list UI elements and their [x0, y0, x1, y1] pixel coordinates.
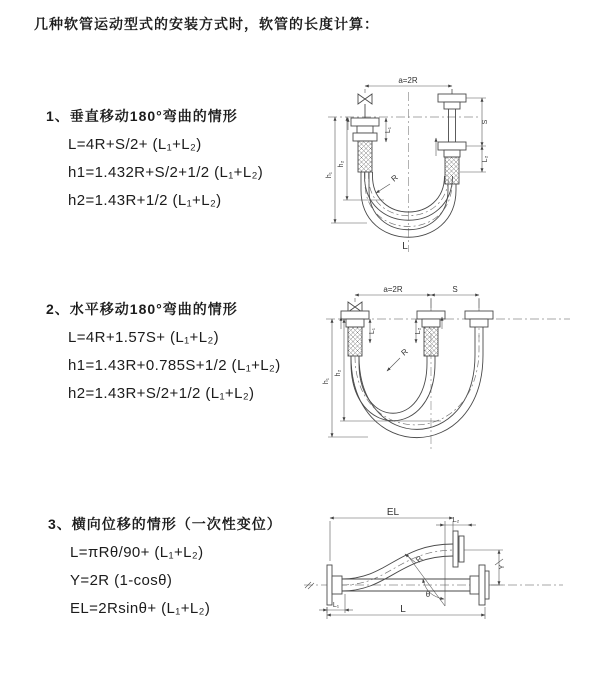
- formula-l: L=4R+S/2+ (L₁+L₂): [68, 136, 202, 153]
- section-3-heading: 3、横向位移的情形（一次性变位）: [48, 516, 282, 532]
- dim-label-s: S: [452, 285, 458, 294]
- formula-h1: h1=1.43R+0.785S+1/2 (L₁+L₂): [68, 357, 281, 374]
- dim-label-l2: L₂: [482, 155, 489, 163]
- dim-label-r: R: [399, 346, 410, 358]
- page-title: 几种软管运动型式的安装方式时，软管的长度计算：: [34, 16, 379, 32]
- section-1: [46, 106, 263, 220]
- dim-label-y: Y: [499, 564, 506, 570]
- dim-label-h1: h₁: [323, 377, 330, 385]
- dim-label-a2r: a=2R: [398, 76, 418, 85]
- dim-label-l: L: [402, 241, 408, 252]
- formula-l: L=4R+1.57S+ (L₁+L₂): [68, 329, 220, 346]
- diagram-horizontal-180-bend: [308, 283, 593, 453]
- dim-label-l1: L₁: [369, 327, 376, 335]
- braided-hose-left: [358, 141, 372, 172]
- section-2: [46, 299, 281, 413]
- dim-label-a2r: a=2R: [383, 285, 403, 294]
- braided-hose-left: [348, 327, 362, 356]
- diagram-lateral-displacement: [298, 503, 598, 648]
- hose-inner-far: [359, 335, 475, 429]
- dim-label-l: L: [400, 604, 406, 615]
- dim-label-el: EL: [386, 507, 400, 518]
- dim-label-h2: h₂: [335, 369, 342, 377]
- dim-label-h2: h₂: [338, 160, 345, 168]
- dim-label-r: R: [389, 172, 400, 184]
- hose-lower-wall: [342, 553, 453, 591]
- dim-label-s: S: [482, 119, 489, 125]
- formula-h2: h2=1.43R+S/2+1/2 (L₁+L₂): [68, 385, 255, 402]
- section-3: [48, 514, 282, 628]
- section-2-heading: 2、水平移动180°弯曲的情形: [46, 301, 238, 317]
- centerline-break-mark: [305, 582, 314, 589]
- hose-upper-wall: [342, 544, 453, 579]
- braided-hose-mid: [424, 327, 438, 356]
- formula-el: EL=2Rsinθ+ (L₁+L₂): [70, 600, 211, 617]
- formula-y: Y=2R (1-cosθ): [70, 572, 173, 589]
- formula-l: L=πRθ/90+ (L₁+L₂): [70, 544, 204, 561]
- diagram-vertical-180-bend: [312, 72, 587, 257]
- hose-centerline: [342, 550, 456, 585]
- dim-label-r: R: [414, 553, 425, 565]
- dim-label-l1: L₁: [332, 602, 340, 609]
- dim-label-l2: L₂: [415, 327, 422, 335]
- hose-outer-far: [351, 335, 483, 438]
- formula-h1: h1=1.432R+S/2+1/2 (L₁+L₂): [68, 164, 264, 181]
- dim-label-l1: L₁: [385, 126, 392, 134]
- formula-h2: h2=1.43R+1/2 (L₁+L₂): [68, 192, 222, 209]
- valve-icon: [358, 94, 372, 104]
- section-1-heading: 1、垂直移动180°弯曲的情形: [46, 108, 238, 124]
- dim-label-l2: L₂: [452, 517, 460, 524]
- dim-label-theta: θ: [425, 590, 431, 599]
- valve-icon: [348, 302, 362, 312]
- dim-label-h1: h₁: [326, 171, 333, 179]
